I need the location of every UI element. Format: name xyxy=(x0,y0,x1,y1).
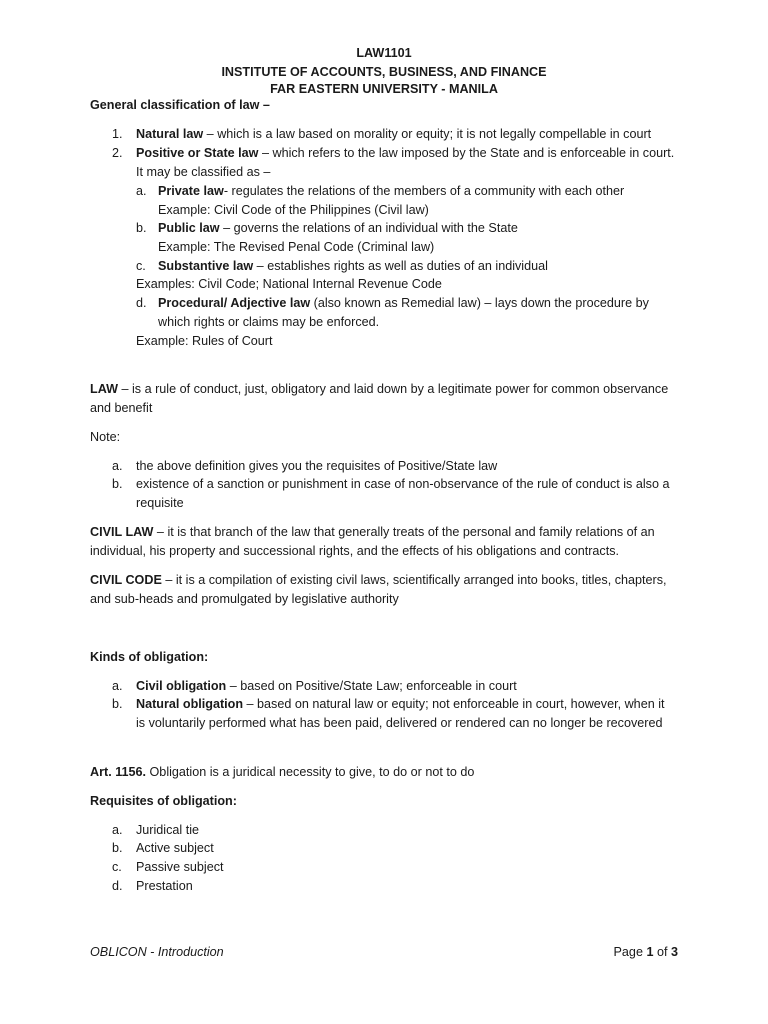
institute-name: INSTITUTE OF ACCOUNTS, BUSINESS, AND FINANCE xyxy=(221,65,547,79)
sub-item: Public law – governs the relations of an individual with the State xyxy=(158,221,518,235)
requisite-letter: d. xyxy=(112,879,123,893)
requisites-heading: Requisites of obligation: xyxy=(90,794,237,808)
kinds-letter: a. xyxy=(112,679,123,693)
sub-item: Private law- regulates the relations of the members of a community with each other xyxy=(158,184,625,198)
sub-example: Example: Rules of Court xyxy=(136,334,273,348)
list-number: 2. xyxy=(112,146,123,160)
note-item-continuation: requisite xyxy=(136,496,184,510)
note-letter: b. xyxy=(112,477,123,491)
kinds-item: Civil obligation – based on Positive/State Law; enforceable in court xyxy=(136,679,517,693)
civil-law-definition: CIVIL LAW – it is that branch of the law that generally treats of the personal and family relations of an xyxy=(90,525,655,539)
kinds-item-continuation: is voluntarily performed what has been paid, delivered or rendered can no longer be recovered xyxy=(136,716,663,730)
kinds-letter: b. xyxy=(112,697,123,711)
sub-example: Example: Civil Code of the Philippines (Civil law) xyxy=(158,203,429,217)
note-item: the above definition gives you the requisites of Positive/State law xyxy=(136,459,498,473)
kinds-heading: Kinds of obligation: xyxy=(90,650,209,664)
note-letter: a. xyxy=(112,459,123,473)
note-label: Note: xyxy=(90,430,121,444)
course-code: LAW1101 xyxy=(356,46,412,60)
civil-law-continuation: individual, his property and successional rights, and the effects of his obligations and contracts. xyxy=(90,544,620,558)
requisite-letter: b. xyxy=(112,841,123,855)
classification-heading: General classification of law – xyxy=(90,98,270,112)
university-name: FAR EASTERN UNIVERSITY - MANILA xyxy=(270,82,498,96)
list-item: Natural law – which is a law based on morality or equity; it is not legally compellable in court xyxy=(136,127,652,141)
page-number: Page 1 of 3 xyxy=(613,945,678,959)
sub-example: Example: The Revised Penal Code (Criminal law) xyxy=(158,240,435,254)
requisite-item: Active subject xyxy=(136,841,214,855)
kinds-item: Natural obligation – based on natural law or equity; not enforceable in court, however, when it xyxy=(136,697,665,711)
sub-letter: a. xyxy=(136,184,147,198)
article-1156: Art. 1156. Obligation is a juridical necessity to give, to do or not to do xyxy=(90,765,475,779)
list-number: 1. xyxy=(112,127,123,141)
sub-item-continuation: which rights or claims may be enforced. xyxy=(158,315,380,329)
list-item: Positive or State law – which refers to the law imposed by the State and is enforceable in court. xyxy=(136,146,675,160)
sub-example: Examples: Civil Code; National Internal Revenue Code xyxy=(136,277,442,291)
requisite-item: Juridical tie xyxy=(136,823,199,837)
civil-code-continuation: and sub-heads and promulgated by legislative authority xyxy=(90,592,399,606)
sub-item: Procedural/ Adjective law (also known as Remedial law) – lays down the procedure by xyxy=(158,296,649,310)
law-definition: LAW – is a rule of conduct, just, obligatory and laid down by a legitimate power for common observance xyxy=(90,382,669,396)
sub-item: Substantive law – establishes rights as well as duties of an individual xyxy=(158,259,548,273)
footer-title: OBLICON - Introduction xyxy=(90,945,224,959)
requisite-item: Prestation xyxy=(136,879,193,893)
note-item: existence of a sanction or punishment in case of non-observance of the rule of conduct is also a xyxy=(136,477,670,491)
requisite-letter: c. xyxy=(112,860,122,874)
requisite-item: Passive subject xyxy=(136,860,224,874)
civil-code-definition: CIVIL CODE – it is a compilation of existing civil laws, scientifically arranged into books, titles, chapters, xyxy=(90,573,667,587)
sub-letter: b. xyxy=(136,221,147,235)
requisite-letter: a. xyxy=(112,823,123,837)
law-definition-continuation: and benefit xyxy=(90,401,153,415)
sub-letter: c. xyxy=(136,259,146,273)
list-item-continuation: It may be classified as – xyxy=(136,165,271,179)
sub-letter: d. xyxy=(136,296,147,310)
